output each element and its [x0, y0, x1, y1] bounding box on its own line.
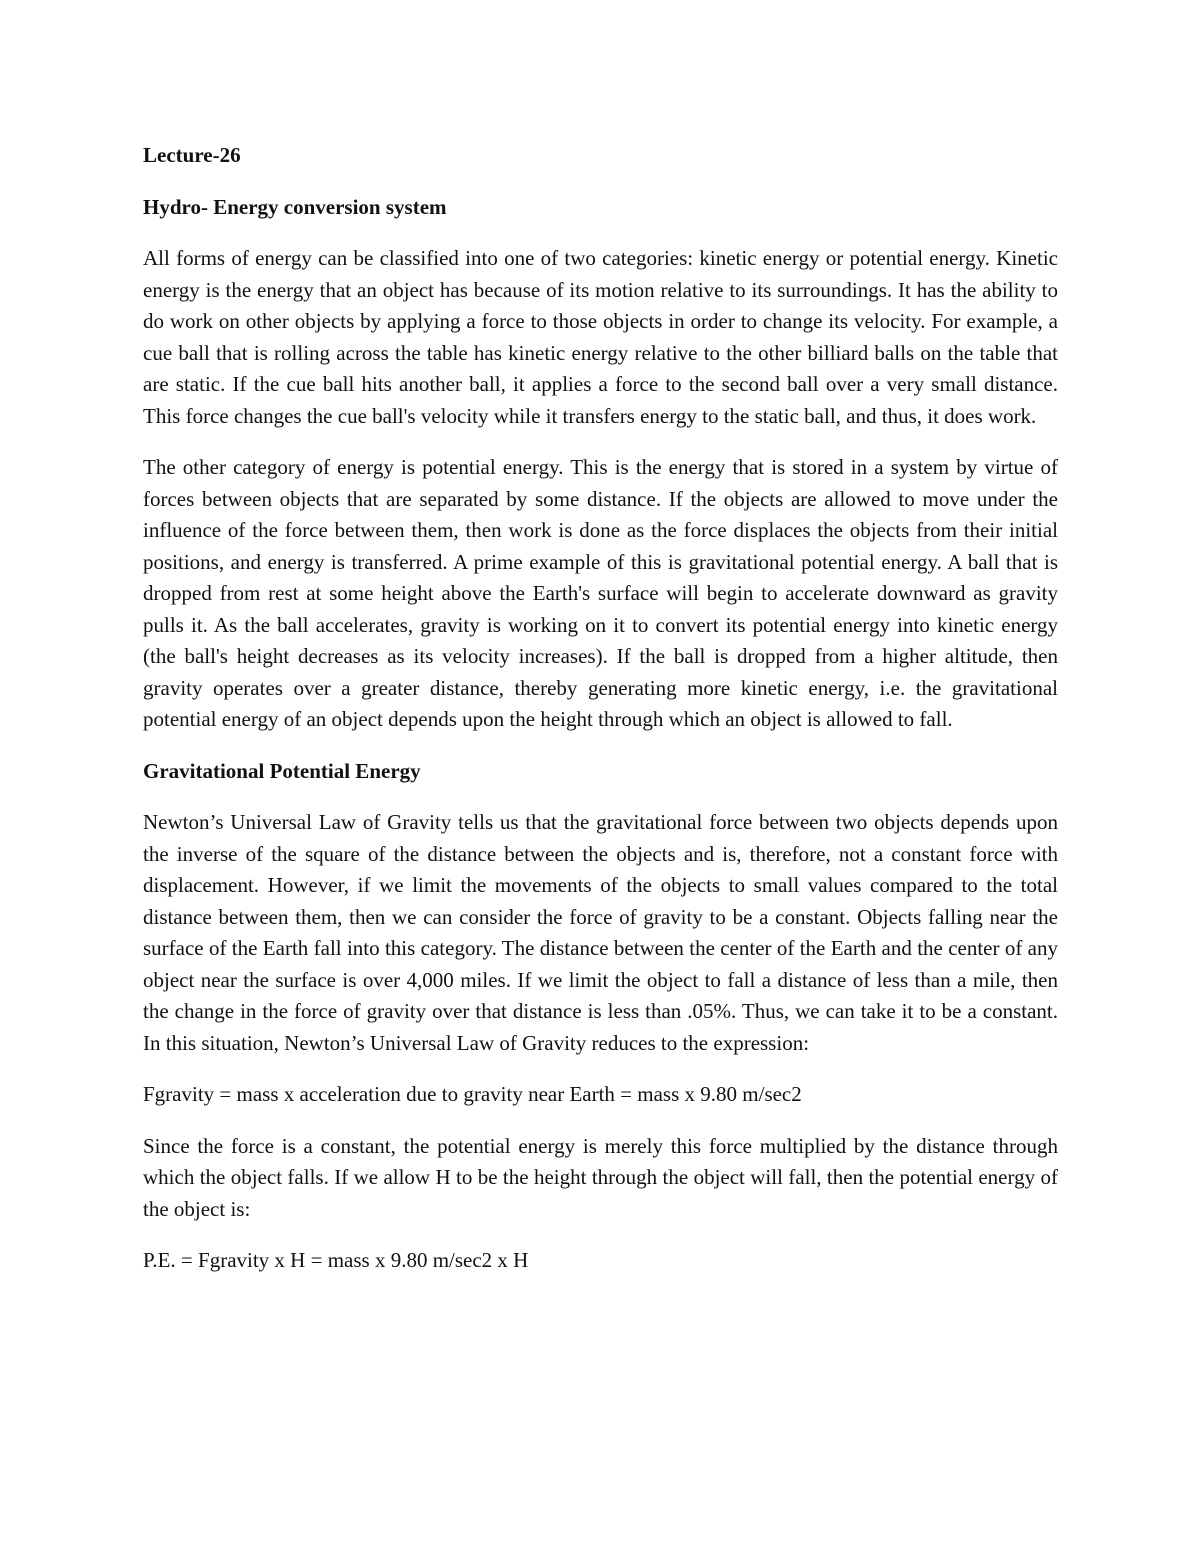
paragraph-potential-energy: The other category of energy is potential energy. This is the energy that is stored in a system by virtue of forces between objects that are separated by some distance. If the objects are allowed to move under the influence of the force between them, then work is done as the force displaces the objects from their initial positions, and energy is transferred. A prime example of this is gravitational potential energy. A ball that is dropped from rest at some height above the Earth's surface will begin to accelerate downward as gravity pulls it. As the ball accelerates, gravity is working on it to convert its potential energy into kinetic energy (the ball's height decreases as its velocity increases). If the ball is dropped from a higher altitude, then gravity operates over a greater distance, thereby generating more kinetic energy, i.e. the gravitational potential energy of an object depends upon the height through which an object is allowed to fall.: [143, 455, 1058, 731]
section-heading-gravitational-potential-energy: Gravitational Potential Energy: [143, 758, 421, 783]
formula-fgravity: Fgravity = mass x acceleration due to gravity near Earth = mass x 9.80 m/sec2: [143, 1082, 802, 1106]
formula-potential-energy: P.E. = Fgravity x H = mass x 9.80 m/sec2 x H: [143, 1248, 529, 1272]
paragraph-potential-energy-formula-intro: Since the force is a constant, the potential energy is merely this force multiplied by the distance through which the object falls. If we allow H to be the height through the object will fall, then the potential energy of the object is:: [143, 1133, 1058, 1221]
document-page: [143, 140, 1058, 1297]
paragraph-kinetic-energy: All forms of energy can be classified into one of two categories: kinetic energy or potential energy. Kinetic energy is the energy that an object has because of its motion relative to its surroundings. It has the ability to do work on other objects by applying a force to those objects in order to change its velocity. For example, a cue ball that is rolling across the table has kinetic energy relative to the other billiard balls on the table that are static. If the cue ball hits another ball, it applies a force to the second ball over a very small distance. This force changes the cue ball's velocity while it transfers energy to the static ball, and thus, it does work.: [143, 246, 1058, 428]
section-heading-hydro-energy: Hydro- Energy conversion system: [143, 194, 447, 219]
paragraph-universal-law-of-gravity: Newton’s Universal Law of Gravity tells us that the gravitational force between two objects depends upon the inverse of the square of the distance between the objects and is, therefore, not a constant force with displacement. However, if we limit the movements of the objects to small values compared to the total distance between them, then we can consider the force of gravity to be a constant. Objects falling near the surface of the Earth fall into this category. The distance between the center of the Earth and the center of any object near the surface is over 4,000 miles. If we limit the object to fall a distance of less than a mile, then the change in the force of gravity over that distance is less than .05%. Thus, we can take it to be a constant. In this situation, Newton’s Universal Law of Gravity reduces to the expression:: [143, 810, 1058, 1055]
lecture-title: Lecture-26: [143, 143, 241, 167]
